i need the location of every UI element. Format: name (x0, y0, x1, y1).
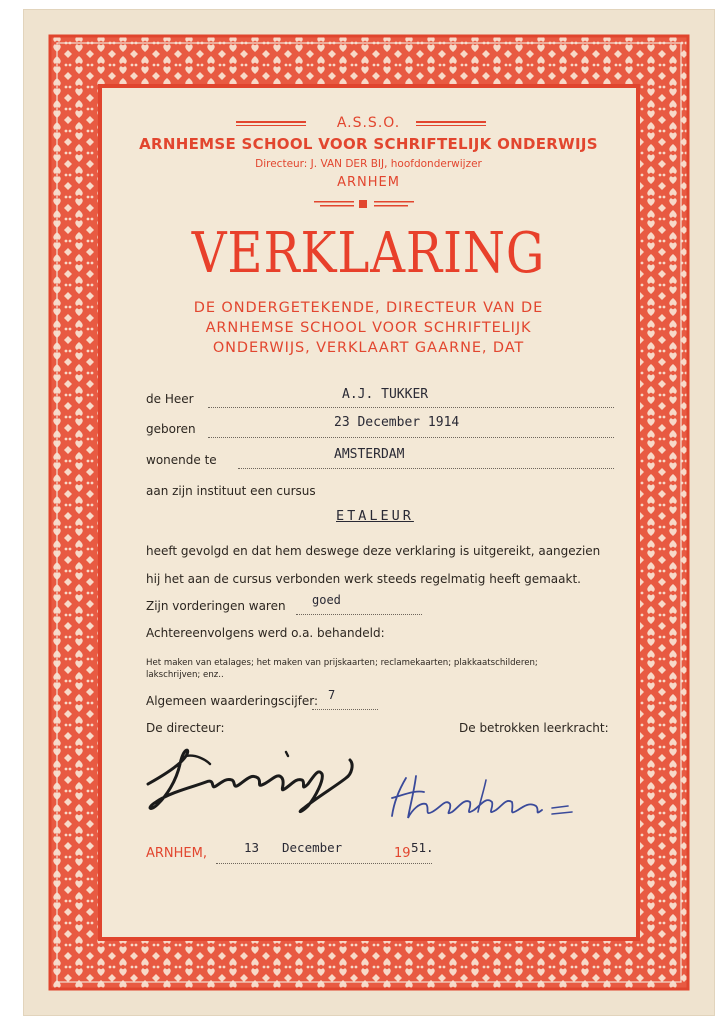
cijfer-label: Algemeen waarderingscijfer: (146, 694, 319, 708)
declaration-line-2: ARNHEMSE SCHOOL VOOR SCHRIFTELIJK (205, 320, 532, 336)
wonende-dotted-line (238, 467, 614, 469)
footer-day: 13 (244, 840, 260, 855)
wonende-label: wonende te (146, 453, 217, 467)
school-name: ARNHEMSE SCHOOL VOOR SCHRIFTELIJK ONDERWIJS (139, 135, 598, 153)
vorderingen-value: goed (312, 593, 341, 607)
behandeld-text-1: Het maken van etalages; het maken van prijskaarten; reclamekaarten; plakkaatschilderen; (146, 658, 538, 668)
cursus-value: ETALEUR (336, 508, 414, 524)
header-city: ARNHEM (337, 175, 400, 190)
heer-dotted-line (208, 406, 614, 408)
geboren-label: geboren (146, 422, 196, 436)
wonende-value: AMSTERDAM (334, 447, 405, 462)
vorderingen-dotted-line (296, 613, 422, 615)
certificate-body (102, 88, 636, 937)
body-line-2: hij het aan de cursus verbonden werk steeds regelmatig heeft gemaakt. (146, 572, 581, 586)
instituut-label: aan zijn instituut een cursus (146, 484, 316, 498)
document-title: VERKLARING (191, 221, 546, 286)
org-abbreviation: A.S.S.O. (336, 115, 401, 131)
footer-month: December (282, 840, 343, 855)
heer-value: A.J. TUKKER (342, 387, 429, 402)
declaration-line-1: DE ONDERGETEKENDE, DIRECTEUR VAN DE (193, 300, 544, 316)
footer-year-prefix: 19 (394, 846, 411, 861)
cijfer-dotted-line (312, 708, 378, 710)
cijfer-value: 7 (328, 688, 336, 702)
declaration-line-3: ONDERWIJS, VERKLAART GAARNE, DAT (212, 340, 525, 356)
footer-dotted-line (216, 862, 432, 864)
city-ornament (314, 195, 414, 207)
teacher-signature (366, 758, 606, 838)
behandeld-label: Achtereenvolgens werd o.a. behandeld: (146, 626, 385, 640)
teacher-label: De betrokken leerkracht: (459, 721, 609, 735)
footer-place: ARNHEM, (146, 846, 207, 861)
certificate-paper (24, 10, 714, 1015)
director-label: De directeur: (146, 721, 225, 735)
behandeld-text-2: lakschrijven; enz.. (146, 670, 224, 680)
geboren-value: 23 December 1914 (334, 415, 460, 430)
director-signature (136, 734, 366, 824)
vorderingen-label: Zijn vorderingen waren (146, 599, 286, 613)
director-line: Directeur: J. VAN DER BIJ, hoofdonderwijzer (255, 158, 482, 170)
geboren-dotted-line (208, 436, 614, 438)
footer-year-suffix: 51. (411, 840, 434, 855)
heer-label: de Heer (146, 392, 194, 406)
body-line-1: heeft gevolgd en dat hem deswege deze verklaring is uitgereikt, aangezien (146, 544, 601, 558)
